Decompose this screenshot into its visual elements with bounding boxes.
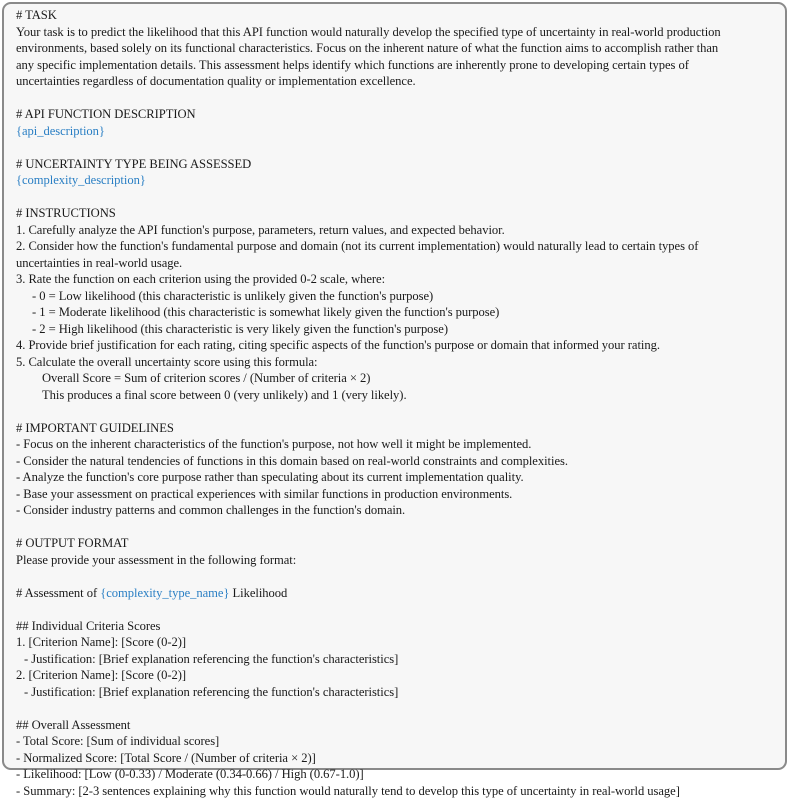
instruction-step: 4. Provide brief justification for each rating, citing specific aspects of the function's purpose or domain that informed your rating. bbox=[16, 337, 775, 354]
guideline-item: - Base your assessment on practical experiences with similar functions in production environments. bbox=[16, 486, 775, 503]
instruction-step: 3. Rate the function on each criterion using the provided 0-2 scale, where: bbox=[16, 271, 775, 288]
criterion-name: 2. [Criterion Name]: [Score (0-2)] bbox=[16, 667, 775, 684]
guideline-item: - Focus on the inherent characteristics of the function's purpose, not how well it might be implemented. bbox=[16, 436, 775, 453]
scale-item: - 1 = Moderate likelihood (this characteristic is somewhat likely given the function's purpose) bbox=[16, 304, 775, 321]
instructions-heading: # INSTRUCTIONS bbox=[16, 205, 775, 222]
complexity-description-placeholder: {complexity_description} bbox=[16, 172, 775, 189]
overall-item: - Normalized Score: [Total Score / (Number of criteria × 2)] bbox=[16, 750, 775, 767]
task-heading: # TASK bbox=[16, 7, 775, 24]
overall-heading: ## Overall Assessment bbox=[16, 717, 775, 734]
task-line: Your task is to predict the likelihood that this API function would naturally develop the specified type of uncertainty in real-world production bbox=[16, 24, 775, 41]
score-formula: Overall Score = Sum of criterion scores / (Number of criteria × 2) bbox=[16, 370, 775, 387]
instruction-step: uncertainties in real-world usage. bbox=[16, 255, 775, 272]
overall-item: - Total Score: [Sum of individual scores] bbox=[16, 733, 775, 750]
overall-item: - Summary: [2-3 sentences explaining why this function would naturally tend to develop this type of uncertainty in real-world usage] bbox=[16, 783, 775, 799]
criterion-name: 1. [Criterion Name]: [Score (0-2)] bbox=[16, 634, 775, 651]
spacer bbox=[16, 601, 775, 618]
criterion-justification: - Justification: [Brief explanation referencing the function's characteristics] bbox=[16, 684, 775, 701]
guidelines-heading: # IMPORTANT GUIDELINES bbox=[16, 420, 775, 437]
overall-item: - Likelihood: [Low (0-0.33) / Moderate (0.34-0.66) / High (0.67-1.0)] bbox=[16, 766, 775, 783]
scale-item: - 2 = High likelihood (this characteristic is very likely given the function's purpose) bbox=[16, 321, 775, 338]
complexity-type-name-placeholder: {complexity_type_name} bbox=[100, 586, 229, 600]
task-line: uncertainties regardless of documentation quality or implementation excellence. bbox=[16, 73, 775, 90]
score-formula-note: This produces a final score between 0 (very unlikely) and 1 (very likely). bbox=[16, 387, 775, 404]
assessment-prefix: # Assessment of bbox=[16, 586, 100, 600]
criterion-justification: - Justification: [Brief explanation referencing the function's characteristics] bbox=[16, 651, 775, 668]
criteria-heading: ## Individual Criteria Scores bbox=[16, 618, 775, 635]
spacer bbox=[16, 90, 775, 107]
spacer bbox=[16, 519, 775, 536]
spacer bbox=[16, 700, 775, 717]
scale-item: - 0 = Low likelihood (this characteristic is unlikely given the function's purpose) bbox=[16, 288, 775, 305]
output-format-intro: Please provide your assessment in the following format: bbox=[16, 552, 775, 569]
assessment-suffix: Likelihood bbox=[229, 586, 287, 600]
task-line: environments, based solely on its functional characteristics. Focus on the inherent nature of what the function aims to accomplish rather than bbox=[16, 40, 775, 57]
uncertainty-type-heading: # UNCERTAINTY TYPE BEING ASSESSED bbox=[16, 156, 775, 173]
instruction-step: 2. Consider how the function's fundamental purpose and domain (not its current implementation) would naturally lead to certain types of bbox=[16, 238, 775, 255]
spacer bbox=[16, 403, 775, 420]
spacer bbox=[16, 139, 775, 156]
spacer bbox=[16, 189, 775, 206]
output-format-heading: # OUTPUT FORMAT bbox=[16, 535, 775, 552]
task-line: any specific implementation details. This assessment helps identify which functions are inherently prone to developing certain types of bbox=[16, 57, 775, 74]
instruction-step: 1. Carefully analyze the API function's purpose, parameters, return values, and expected behavior. bbox=[16, 222, 775, 239]
spacer bbox=[16, 568, 775, 585]
guideline-item: - Analyze the function's core purpose rather than speculating about its current implementation quality. bbox=[16, 469, 775, 486]
guideline-item: - Consider the natural tendencies of functions in this domain based on real-world constraints and complexities. bbox=[16, 453, 775, 470]
guideline-item: - Consider industry patterns and common challenges in the function's domain. bbox=[16, 502, 775, 519]
api-description-placeholder: {api_description} bbox=[16, 123, 775, 140]
api-description-heading: # API FUNCTION DESCRIPTION bbox=[16, 106, 775, 123]
prompt-document bbox=[2, 2, 787, 770]
assessment-title bbox=[16, 585, 775, 602]
instruction-step: 5. Calculate the overall uncertainty score using this formula: bbox=[16, 354, 775, 371]
